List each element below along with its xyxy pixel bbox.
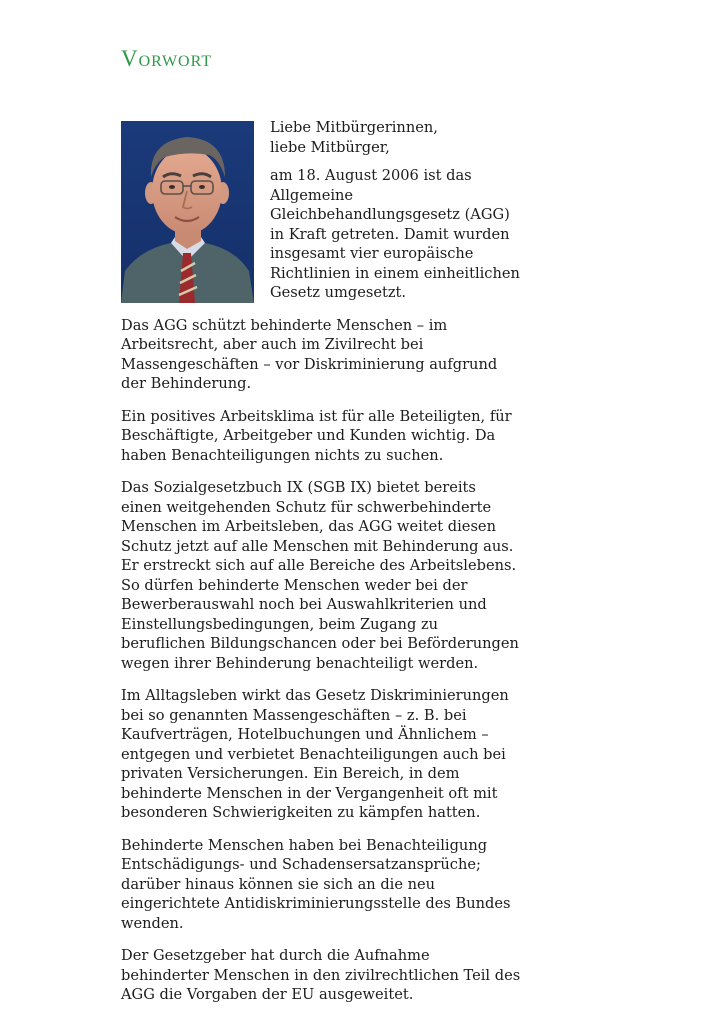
letter-body	[121, 118, 521, 1018]
paragraph: am 18. August 2006 ist das Allgemeine Gleichbehandlungsgesetz (AGG) in Kraft getreten. Damit wurden insgesamt vier europäische Richtlinien in einem einheitlichen Gesetz umgesetzt.	[270, 167, 520, 301]
paragraph: Der Gesetzgeber hat durch die Aufnahme behinderter Menschen in den zivilrechtlichen Teil des AGG die Vorgaben der EU ausgeweitet.	[121, 947, 521, 1003]
paragraph: Ein positives Arbeitsklima ist für alle Beteiligten, für Beschäftigte, Arbeitgeber und Kunden wichtig. Da haben Benachteiligungen nichts zu suchen.	[121, 407, 512, 464]
salutation-line: liebe Mitbürger,	[270, 138, 390, 156]
paragraph: Im Alltagsleben wirkt das Gesetz Diskriminierungen bei so genannten Massengeschäften – z. B. bei Kaufverträgen, Hotelbuchungen und Ähnlichem – entgegen und verbietet Benachteiligungen auch bei privaten Versicherungen. Ein Bereich, in dem behinderte Menschen in der Vergangenheit oft mit besonderen Schwierigkeiten zu kämpfen hatten.	[121, 687, 509, 821]
salutation-line: Liebe Mitbürgerinnen,	[270, 119, 438, 136]
paragraph: Behinderte Menschen haben bei Benachteiligung Entschädigungs- und Schadensersatzansprüche; darüber hinaus können sie sich an die neu eingerichtete Antidiskriminierungsstelle des Bundes wenden.	[121, 836, 511, 932]
page-title: Vorwort	[121, 46, 213, 71]
portrait-photo	[121, 121, 254, 303]
paragraph: Das Sozialgesetzbuch IX (SGB IX) bietet bereits einen weitgehenden Schutz für schwerbehinderte Menschen im Arbeitsleben, das AGG weitet diesen Schutz jetzt auf alle Menschen mit Behinderung aus. Er erstreckt sich auf alle Bereiche des Arbeitslebens. So dürfen behinderte Menschen weder bei der Bewerberauswahl noch bei Auswahlkriterien und Einstellungsbedingungen, beim Zugang zu beruflichen Bildungschancen oder bei Beförderungen wegen ihrer Behinderung benachteiligt werden.	[121, 479, 519, 672]
paragraph: Das AGG schützt behinderte Menschen – im Arbeitsrecht, aber auch im Zivilrecht bei Massengeschäften – vor Diskriminierung aufgrund der Behinderung.	[121, 316, 498, 392]
